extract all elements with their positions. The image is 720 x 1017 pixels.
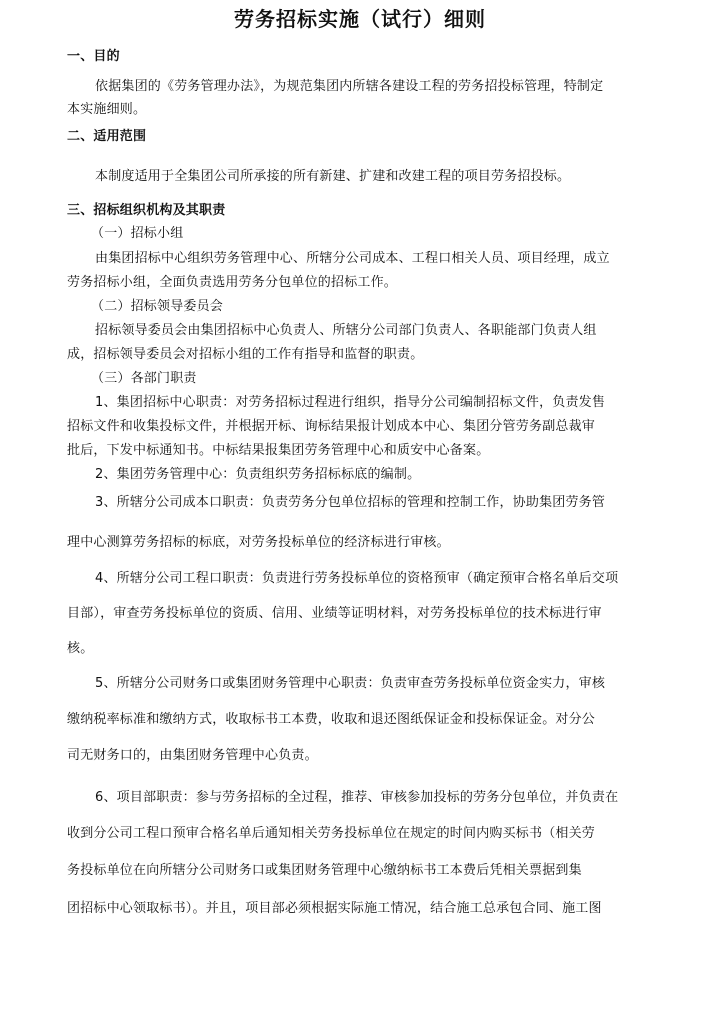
subsection-heading: （三）各部门职责: [91, 371, 197, 386]
section-heading-organization: 三、招标组织机构及其职责: [67, 203, 226, 218]
list-item-line: 批后，下发中标通知书。中标结果报集团劳务管理中心和质安中心备案。: [67, 443, 490, 458]
list-item-line: 3、所辖分公司成本口职责：负责劳务分包单位招标的管理和控制工作，协助集团劳务管: [95, 495, 606, 510]
paragraph-line: 由集团招标中心组织劳务管理中心、所辖分公司成本、工程口相关人员、项目经理，成立: [95, 251, 610, 266]
paragraph-line: 成，招标领导委员会对招标小组的工作有指导和监督的职责。: [67, 347, 424, 362]
list-item-line: 务投标单位在向所辖分公司财务口或集团财务管理中心缴纳标书工本费后凭相关票据到集: [67, 863, 582, 878]
list-item-line: 6、项目部职责：参与劳务招标的全过程，推荐、审核参加投标的劳务分包单位，并负责在: [95, 790, 619, 805]
list-item-line: 核。: [67, 641, 94, 656]
section-heading-scope: 二、适用范围: [67, 129, 147, 144]
list-item-line: 2、集团劳务管理中心：负责组织劳务招标标底的编制。: [95, 467, 421, 482]
list-item-line: 1、集团招标中心职责：对劳务招标过程进行组织，指导分公司编制招标文件，负责发售: [95, 395, 606, 410]
list-item-line: 目部），审查劳务投标单位的资质、信用、业绩等证明材料，对劳务投标单位的技术标进行审: [67, 606, 602, 621]
list-item-line: 缴纳税率标准和缴纳方式，收取标书工本费，收取和退还图纸保证金和投标保证金。对分公: [67, 712, 596, 727]
list-item-line: 团招标中心领取标书）。并且，项目部必须根据实际施工情况，结合施工总承包合同、施工图: [67, 901, 602, 916]
list-item-line: 5、所辖分公司财务口或集团财务管理中心职责：负责审查劳务投标单位资金实力，审核: [95, 676, 606, 691]
list-item-line: 招标文件和收集投标文件，并根据开标、询标结果报计划成本中心、集团分管劳务副总裁审: [67, 419, 596, 434]
paragraph-line: 本实施细则。: [67, 102, 147, 117]
document-title: 劳务招标实施（试行）细则: [234, 7, 486, 31]
paragraph-line: 依据集团的《劳务管理办法》，为规范集团内所辖各建设工程的劳务招投标管理，特制定: [95, 79, 604, 94]
list-item-line: 4、所辖分公司工程口职责：负责进行劳务投标单位的资格预审（确定预审合格名单后交项: [95, 571, 619, 586]
paragraph-line: 招标领导委员会由集团招标中心负责人、所辖分公司部门负责人、各职能部门负责人组: [95, 323, 597, 338]
section-heading-purpose: 一、目的: [67, 49, 120, 64]
subsection-heading: （二）招标领导委员会: [91, 299, 224, 314]
list-item-line: 理中心测算劳务招标的标底，对劳务投标单位的经济标进行审核。: [67, 535, 450, 550]
subsection-heading: （一）招标小组: [91, 226, 184, 241]
paragraph-line: 劳务招标小组，全面负责选用劳务分包单位的招标工作。: [67, 275, 398, 290]
list-item-line: 收到分公司工程口预审合格名单后通知相关劳务投标单位在规定的时间内购买标书（相关劳: [67, 826, 596, 841]
paragraph-line: 本制度适用于全集团公司所承接的所有新建、扩建和改建工程的项目劳务招投标。: [95, 169, 571, 184]
list-item-line: 司无财务口的，由集团财务管理中心负责。: [67, 748, 318, 763]
